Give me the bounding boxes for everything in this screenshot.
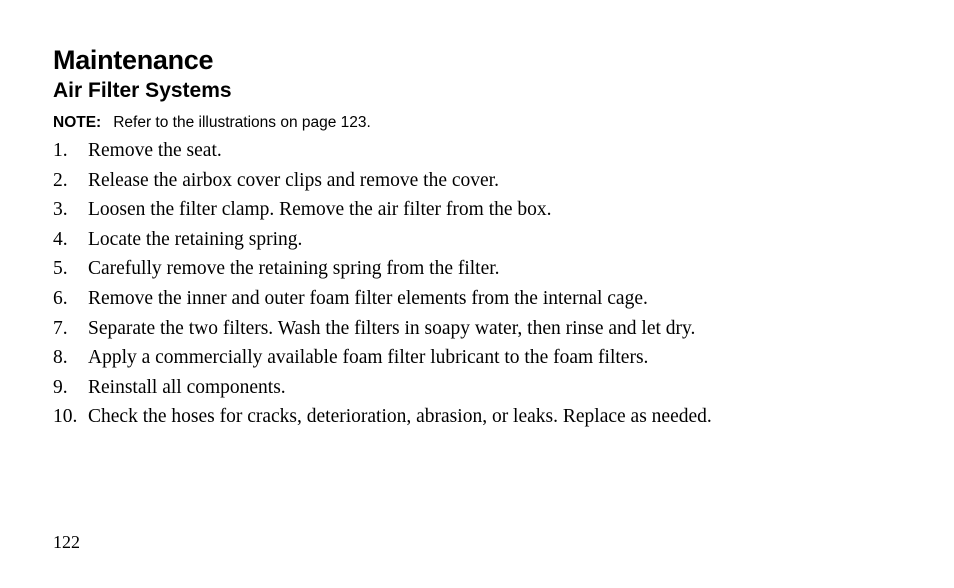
step-item xyxy=(53,314,913,344)
step-item xyxy=(53,195,913,225)
step-text: Locate the retaining spring. xyxy=(88,228,303,250)
step-text: Carefully remove the retaining spring from the filter. xyxy=(88,258,500,280)
step-item xyxy=(53,373,913,403)
step-text: Remove the seat. xyxy=(88,140,222,161)
step-text: Separate the two filters. Wash the filters in soapy water, then rinse and let dry. xyxy=(88,317,696,339)
step-item xyxy=(53,284,913,314)
step-number: 9. xyxy=(53,376,68,398)
step-item xyxy=(53,402,913,432)
step-text: Loosen the filter clamp. Remove the air filter from the box. xyxy=(88,199,552,221)
step-text: Remove the inner and outer foam filter elements from the internal cage. xyxy=(88,287,648,309)
step-number: 5. xyxy=(53,258,68,280)
step-number: 3. xyxy=(53,199,68,221)
section-title: Maintenance xyxy=(53,45,214,75)
step-item xyxy=(53,136,913,166)
steps-list xyxy=(53,136,913,432)
step-number: 7. xyxy=(53,317,68,339)
step-number: 6. xyxy=(53,287,68,309)
page-number: 122 xyxy=(53,532,80,552)
step-item xyxy=(53,254,913,284)
step-item xyxy=(53,343,913,373)
step-number: 4. xyxy=(53,228,68,250)
step-text: Check the hoses for cracks, deterioration, abrasion, or leaks. Replace as needed. xyxy=(88,406,712,428)
note xyxy=(53,113,913,133)
subsection-title: Air Filter Systems xyxy=(53,79,232,102)
step-text: Reinstall all components. xyxy=(88,376,286,398)
note-label: NOTE: xyxy=(53,114,102,131)
step-item xyxy=(53,166,913,196)
step-number: 10. xyxy=(53,406,78,428)
step-number: 1. xyxy=(53,140,68,161)
note-text: Refer to the illustrations on page 123. xyxy=(113,114,371,131)
step-item xyxy=(53,225,913,255)
step-number: 8. xyxy=(53,347,68,369)
step-text: Release the airbox cover clips and remove the cover. xyxy=(88,169,499,191)
manual-page-content xyxy=(53,44,913,432)
step-text: Apply a commercially available foam filter lubricant to the foam filters. xyxy=(88,347,649,369)
step-number: 2. xyxy=(53,169,68,191)
